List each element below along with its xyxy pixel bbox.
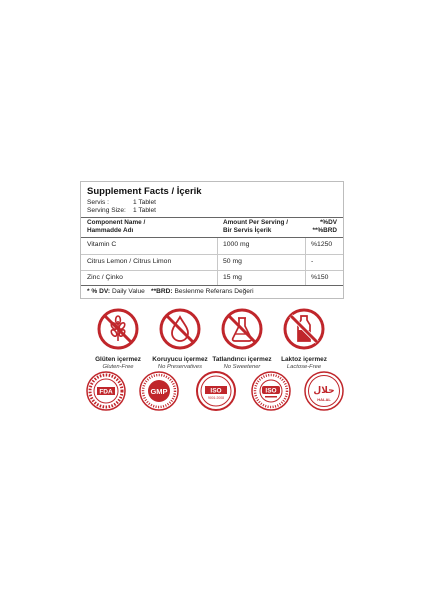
feature-label: Koruyucu içermez bbox=[152, 356, 208, 363]
svg-text:ISO: ISO bbox=[265, 387, 277, 395]
feature-sub: Lactose-Free bbox=[286, 364, 322, 370]
svg-text:GMP: GMP bbox=[150, 387, 168, 396]
feature-no-preservatives bbox=[148, 308, 212, 370]
serving-value: 1 Tablet bbox=[133, 199, 156, 206]
feature-label: Tatlandırıcı içermez bbox=[212, 356, 272, 363]
header-amount: Amount Per Serving / Bir Servis İçerik bbox=[223, 219, 288, 234]
row-dv: %1250 bbox=[311, 241, 333, 248]
divider bbox=[81, 285, 343, 286]
fda-badge bbox=[86, 371, 126, 411]
row-name: Zinc / Çinko bbox=[87, 274, 123, 281]
svg-text:ISO: ISO bbox=[210, 387, 222, 395]
no-sweetener-icon bbox=[221, 308, 263, 350]
iso-seal-icon bbox=[251, 371, 291, 411]
divider bbox=[81, 237, 343, 238]
iso-9001-badge bbox=[196, 371, 236, 411]
gluten-free-icon bbox=[97, 308, 139, 350]
feature-label: Laktoz içermez bbox=[281, 356, 327, 363]
serving-size-label: Serving Size: bbox=[87, 207, 126, 214]
feature-lactose-free bbox=[272, 308, 336, 370]
serving-size-value: 1 Tablet bbox=[133, 207, 156, 214]
row-amount: 50 mg bbox=[223, 258, 242, 265]
divider bbox=[81, 254, 343, 255]
serving-label: Servis : bbox=[87, 199, 109, 206]
column-divider bbox=[305, 238, 306, 285]
halal-seal-icon bbox=[304, 371, 344, 411]
svg-text:9001:2008: 9001:2008 bbox=[207, 396, 225, 400]
serving-row bbox=[87, 199, 156, 206]
feature-no-sweetener bbox=[210, 308, 274, 370]
feature-gluten-free bbox=[86, 308, 150, 370]
dv-note: * % DV: Daily Value bbox=[87, 288, 145, 295]
row-dv: %150 bbox=[311, 274, 329, 281]
header-component: Component Name / Hammadde Adı bbox=[87, 219, 146, 234]
feature-sub: No Preservatives bbox=[157, 364, 203, 370]
iso-9001-seal-icon bbox=[196, 371, 236, 411]
lactose-free-icon bbox=[283, 308, 325, 350]
row-name: Vitamin C bbox=[87, 241, 117, 248]
no-preservatives-icon bbox=[159, 308, 201, 350]
feature-sub: No Sweetener bbox=[223, 364, 261, 370]
divider bbox=[81, 270, 343, 271]
row-name: Citrus Lemon / Citrus Limon bbox=[87, 258, 172, 265]
feature-sub: Gluten-Free bbox=[102, 364, 134, 370]
svg-text:FDA: FDA bbox=[99, 388, 113, 396]
supplement-facts-panel bbox=[80, 181, 344, 299]
header-dv: *%DV **%BRD bbox=[312, 219, 337, 234]
serving-size-row bbox=[87, 207, 156, 214]
iso-badge bbox=[251, 371, 291, 411]
brd-note: **BRD: Beslenme Referans Değeri bbox=[151, 288, 254, 295]
gmp-badge bbox=[139, 371, 179, 411]
svg-text:HALAL: HALAL bbox=[317, 397, 331, 402]
row-dv: - bbox=[311, 258, 314, 265]
gmp-seal-icon bbox=[139, 371, 179, 411]
row-amount: 1000 mg bbox=[223, 241, 250, 248]
divider bbox=[81, 217, 343, 218]
row-amount: 15 mg bbox=[223, 274, 242, 281]
svg-text:حلال: حلال bbox=[313, 386, 335, 396]
feature-label: Glüten içermez bbox=[95, 356, 141, 363]
fda-seal-icon bbox=[86, 371, 126, 411]
column-divider bbox=[217, 238, 218, 285]
panel-title: Supplement Facts / İçerik bbox=[87, 186, 202, 197]
halal-badge bbox=[304, 371, 344, 411]
